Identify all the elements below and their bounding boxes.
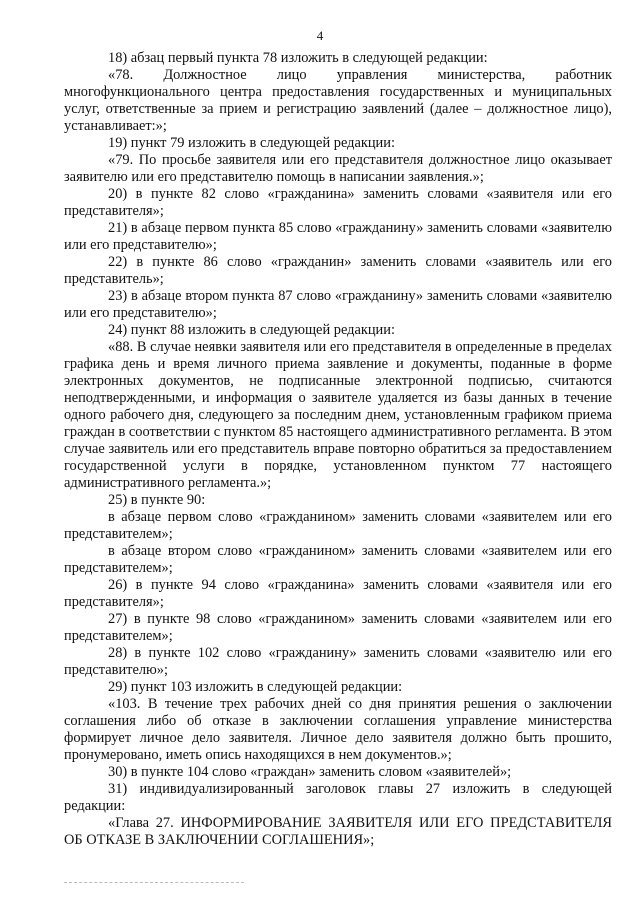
paragraph-10: «88. В случае неявки заявителя или его представителя в определенные в пределах графика день и время личного приема заявление и документы, поданные в форме электронных документов, не подписанные электронной подписью, считаются неподтвержденными, и информация о заявителе удаляется из базы данных в течение одного рабочего дня, следующего за последним днем, установленным графиком приема граждан в соответствии с пунктом 85 настоящего административного регламента. В этом случае заявитель или его представитель вправе повторно обратиться за предоставлением государственной услуги в порядке, установленном пунктом 77 настоящего административного регламента.»; [64,339,612,491]
paragraph-11: 25) в пункте 90: [108,492,206,508]
paragraph-18: «103. В течение трех рабочих дней со дня принятия решения о заключении соглашения либо об отказе в заключении соглашения управление министерства формирует личное дело заявителя. Личное дело заявителя должно быть прошито, пронумеровано, иметь опись находящихся в нем документов.»; [64,696,612,763]
paragraph-9: 24) пункт 88 изложить в следующей редакции: [108,322,395,338]
paragraph-14: 26) в пункте 94 слово «гражданина» заменить словами «заявителя или его представителя»; [64,577,612,610]
document-body [64,50,612,849]
paragraph-12: в абзаце первом слово «гражданином» заменить словами «заявителем или его представителем»; [64,509,612,542]
paragraph-3: 19) пункт 79 изложить в следующей редакции: [108,135,395,151]
paragraph-20: 31) индивидуализированный заголовок главы 27 изложить в следующей редакции: [64,781,612,814]
paragraph-15: 27) в пункте 98 слово «гражданином» заменить словами «заявителем или его представителем»; [64,611,612,644]
paragraph-1: 18) абзац первый пункта 78 изложить в следующей редакции: [108,50,488,66]
paragraph-16: 28) в пункте 102 слово «гражданину» заменить словами «заявителю или его представителю»; [64,645,612,678]
paragraph-7: 22) в пункте 86 слово «гражданин» заменить словами «заявитель или его представитель»; [64,254,612,287]
paragraph-17: 29) пункт 103 изложить в следующей редакции: [108,679,403,695]
paragraph-21: «Глава 27. ИНФОРМИРОВАНИЕ ЗАЯВИТЕЛЯ ИЛИ ЕГО ПРЕДСТАВИТЕЛЯ ОБ ОТКАЗЕ В ЗАКЛЮЧЕНИИ СОГЛАШЕНИЯ»; [64,815,612,848]
paragraph-5: 20) в пункте 82 слово «гражданина» заменить словами «заявителя или его представителя»; [64,186,612,219]
paragraph-2: «78. Должностное лицо управления министерства, работник многофункционального центра предоставления государственных и муниципальных услуг, ответственные за прием и регистрацию заявлений (далее – должностное лицо), устанавливает:»; [64,67,612,134]
paragraph-19: 30) в пункте 104 слово «граждан» заменить словом «заявителей»; [108,764,512,780]
paragraph-8: 23) в абзаце втором пункта 87 слово «гражданину» заменить словами «заявителю или его представителю»; [64,288,612,321]
paragraph-6: 21) в абзаце первом пункта 85 слово «гражданину» заменить словами «заявителю или его представителю»; [64,220,612,253]
footer-divider [64,882,244,883]
paragraph-4: «79. По просьбе заявителя или его представителя должностное лицо оказывает заявителю или его представителю помощь в написании заявления.»; [64,152,612,185]
page-number: 4 [316,28,324,43]
paragraph-13: в абзаце втором слово «гражданином» заменить словами «заявителем или его представителем»; [64,543,612,576]
